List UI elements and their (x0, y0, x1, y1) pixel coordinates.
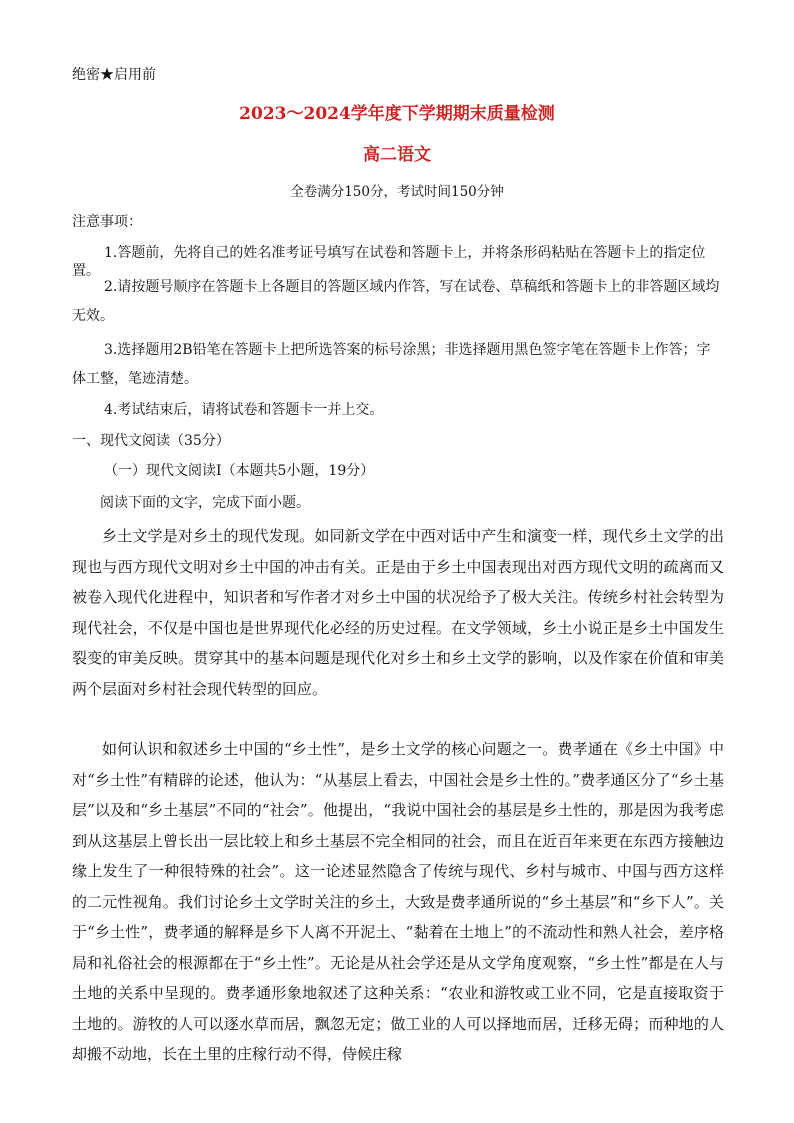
passage-paragraph: 乡土文学是对乡土的现代发现。如同新文学在中西对话中产生和演变一样，现代乡土文学的出现也与西方现代文明对乡土中国的冲击有关。正是由于乡土中国表现出对西方现代文明的疏离而又被卷入现代化进程中，知识者和写作者才对乡土中国的状况给予了极大关注。传统乡村社会转型为现代社会，不仅是中国也是世界现代化必经的历史过程。在文学领域，乡土小说正是乡土中国发生裂变的审美反映。贯穿其中的基本问题是现代化对乡土和乡土文学的影响，以及作家在价值和审美两个层面对乡村社会现代转型的回应。 (72, 527, 724, 698)
reading-instruction: 阅读下面的文字，完成下面小题。 (100, 495, 310, 511)
passage-paragraph: 如何认识和叙述乡土中国的“乡土性”，是乡土文学的核心问题之一。费孝通在《乡土中国》中对“乡土性”有精辟的论述，他认为：“从基层上看去，中国社会是乡土性的。”费孝通区分了“乡土基层”以及和“乡土基层”不同的“社会”。他提出，“我说中国社会的基层是乡土性的，那是因为我考虑到从这基层上曾长出一层比较上和乡土基层不完全相同的社会，而且在近百年来更在东西方接触边缘上发生了一种很特殊的社会”。这一论述显然隐含了传统与现代、乡村与城市、中国与西方这样的二元性视角。我们讨论乡土文学时关注的乡土，大致是费孝通所说的“乡土基层”和“乡下人”。关于“乡土性”，费孝通的解释是乡下人离不开泥土、“黏着在土地上”的不流动性和熟人社会，差序格局和礼俗社会的根源都在于“乡土性”。无论是从社会学还是从文学角度观察，“乡土性”都是在人与土地的关系中呈现的。费孝通形象地叙述了这种关系：“农业和游牧或工业不同，它是直接取资于土地的。游牧的人可以逐水草而居，飘忽无定；做工业的人可以择地而居，迁移无碍；而种地的人却搬不动地，长在土里的庄稼行动不得，侍候庄稼 (72, 740, 724, 1063)
note-item: 4.考试结束后，请将试卷和答题卡一并上交。 (104, 402, 384, 418)
note-item: 3.选择题用2B铅笔在答题卡上把所选答案的标号涂黑；非选择题用黑色签字笔在答题卡上作答；字体工整，笔迹清楚。 (72, 342, 711, 387)
note-item: 1.答题前，先将自己的姓名准考证号填写在试卷和答题卡上，并将条形码粘贴在答题卡上的指定位置。 (72, 245, 706, 279)
subject-title: 高二语文 (363, 145, 431, 165)
notes-heading: 注意事项： (72, 214, 142, 230)
section-heading: 一、现代文阅读（35分） (72, 433, 230, 449)
note-item: 2.请按题号顺序在答题卡上各题目的答题区域内作答，写在试卷、草稿纸和答题卡上的非答题区域均无效。 (72, 279, 720, 324)
confidential-label: 绝密★启用前 (72, 67, 156, 83)
exam-info: 全卷满分150分，考试时间150分钟 (290, 184, 504, 200)
subsection-heading: （一）现代文阅读Ⅰ（本题共5小题，19分） (104, 463, 375, 479)
exam-title: 2023～2024学年度下学期期末质量检测 (239, 104, 555, 124)
